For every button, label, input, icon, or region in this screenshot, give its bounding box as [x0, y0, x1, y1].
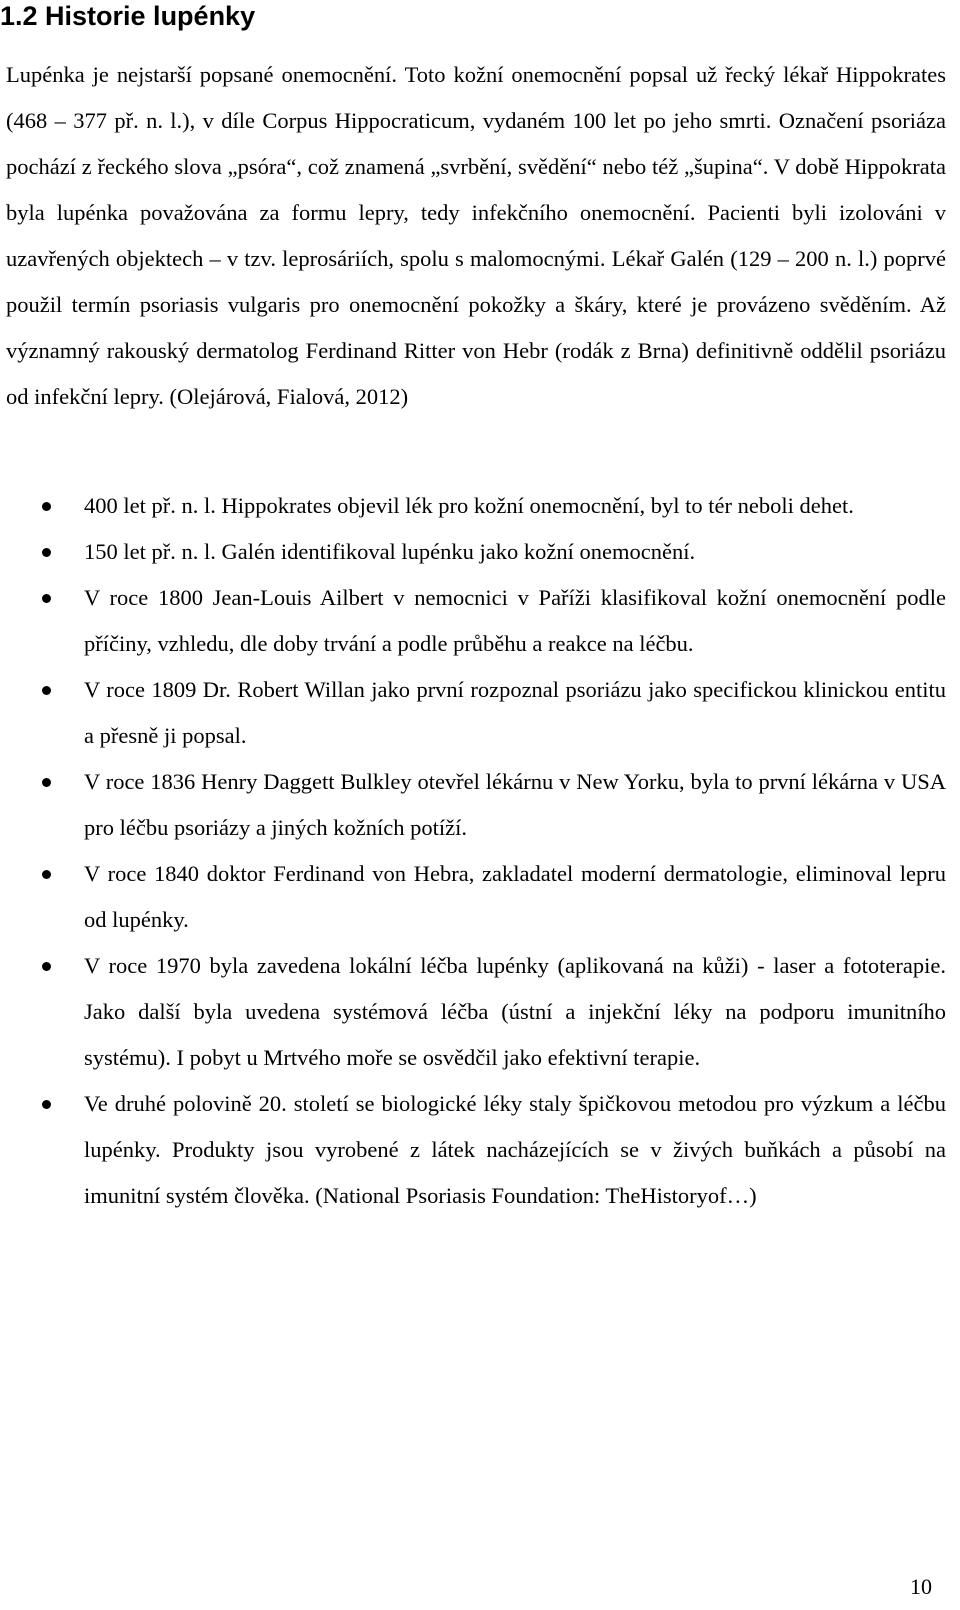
bullet-icon: [42, 686, 51, 695]
bullet-icon: [42, 778, 51, 787]
list-item-text: 150 let př. n. l. Galén identifikoval lupénku jako kožní onemocnění.: [84, 539, 696, 564]
list-item-text: V roce 1840 doktor Ferdinand von Hebra, zakladatel moderní dermatologie, eliminoval lepru od lupénky.: [84, 861, 946, 932]
list-item: [0, 575, 946, 667]
bullet-icon: [42, 502, 51, 511]
page-number: 10: [910, 1574, 932, 1599]
list-item: [0, 483, 946, 529]
intro-paragraph: Lupénka je nejstarší popsané onemocnění. Toto kožní onemocnění popsal už řecký lékař Hippokrates (468 – 377 př. n. l.), v díle Corpus Hippocraticum, vydaném 100 let po jeho smrti. Označení psoriáza pochází z řeckého slova „psóra“, což znamená „svrbění, svědění“ nebo též „šupina“. V době Hippokrata byla lupénka považována za formu lepry, tedy infekčního onemocnění. Pacienti byli izolováni v uzavřených objektech – v tzv. leprosáriích, spolu s malomocnými. Lékař Galén (129 – 200 n. l.) poprvé použil termín psoriasis vulgaris pro onemocnění pokožky a škáry, které je provázeno svěděním. Až významný rakouský dermatolog Ferdinand Ritter von Hebr (rodák z Brna) definitivně oddělil psoriázu od infekční lepry. (Olejárová, Fialová, 2012): [6, 62, 946, 409]
bullet-icon: [42, 962, 51, 971]
bullet-icon: [42, 594, 51, 603]
bullet-icon: [42, 870, 51, 879]
bullet-icon: [42, 1100, 51, 1109]
list-item: [0, 1081, 946, 1219]
list-item: [0, 851, 946, 943]
list-item-text: Ve druhé polovině 20. století se biologické léky staly špičkovou metodou pro výzkum a léčbu lupénky. Produkty jsou vyrobené z látek nacházejících se v živých buňkách a působí na imunitní systém člověka. (National Psoriasis Foundation: TheHistoryof…): [84, 1091, 946, 1208]
list-item-text: 400 let př. n. l. Hippokrates objevil lék pro kožní onemocnění, byl to tér neboli dehet.: [84, 493, 854, 518]
list-item: [0, 667, 946, 759]
list-item-text: V roce 1836 Henry Daggett Bulkley otevřel lékárnu v New Yorku, byla to první lékárna v USA pro léčbu psoriázy a jiných kožních potíží.: [84, 769, 946, 840]
bullet-icon: [42, 548, 51, 557]
history-bullet-list: [0, 483, 946, 1219]
list-item: [0, 943, 946, 1081]
list-item-text: V roce 1809 Dr. Robert Willan jako první rozpoznal psoriázu jako specifickou klinickou entitu a přesně ji popsal.: [84, 677, 946, 748]
list-item-text: V roce 1800 Jean-Louis Ailbert v nemocnici v Paříži klasifikoval kožní onemocnění podle příčiny, vzhledu, dle doby trvání a podle průběhu a reakce na léčbu.: [84, 585, 946, 656]
list-item-text: V roce 1970 byla zavedena lokální léčba lupénky (aplikovaná na kůži) - laser a fototerapie. Jako další byla uvedena systémová léčba (ústní a injekční léky na podporu imunitního systému). I pobyt u Mrtvého moře se osvědčil jako efektivní terapie.: [84, 953, 946, 1070]
section-heading: 1.2 Historie lupénky: [0, 1, 256, 31]
list-item: [0, 759, 946, 851]
list-item: [0, 529, 946, 575]
